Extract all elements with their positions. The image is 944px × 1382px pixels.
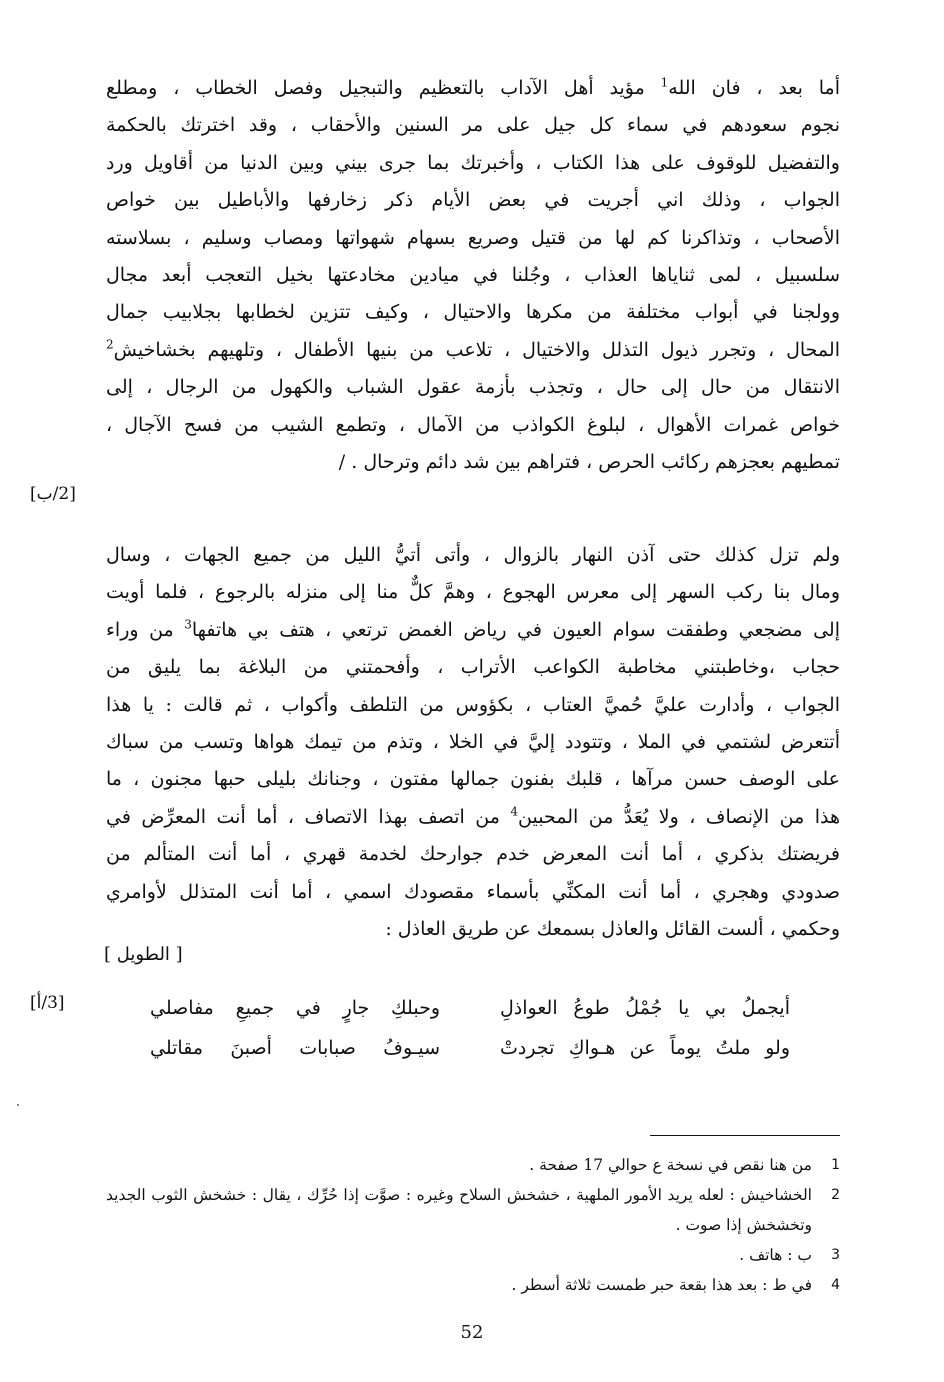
text-line	[106, 761, 840, 798]
text-segment: إلى مضجعي وطفقت سوام العيون في رياض الغمض ترتعي ، هتف بي هاتفها	[191, 618, 840, 641]
text-line	[106, 257, 840, 294]
footnote-text: الخشاخيش : لعله يريد الأمور الملهية ، خشخش السلاح وغيره : صوَّت إذا حُرِّك ، يقال : خشخش الثوب الجديد وتخشخش إذا صوت .	[106, 1186, 812, 1234]
text-line	[106, 836, 840, 873]
text-line	[106, 332, 840, 369]
text-line	[106, 220, 840, 257]
footnote-number: 4	[831, 1277, 840, 1293]
folio-marker-2b: [2/ب]	[30, 484, 76, 504]
text-segment: من وراء	[106, 618, 185, 641]
poem-verse	[150, 1028, 790, 1068]
footnote	[106, 1270, 840, 1300]
text-line	[106, 407, 840, 444]
poem-hemistich-second: وحبلكِ جارٍ في جميعِ مفاصلي	[150, 997, 440, 1019]
poetic-meter-label: [ الطويل ]	[104, 944, 183, 965]
text-segment: أما بعد ، فان الله	[668, 77, 840, 99]
footnote-number: 2	[831, 1187, 840, 1203]
poem-hemistich-second: سيـوفُ صبابات أصبنَ مقاتلي	[150, 1037, 440, 1059]
paragraph-1	[106, 70, 840, 481]
page-number: 52	[460, 1322, 484, 1343]
footnote-text: في ط : بعد هذا بقعة حبر طمست ثلاثة أسطر .	[511, 1276, 812, 1294]
footnote	[106, 1180, 840, 1240]
text-line	[106, 874, 840, 911]
text-segment: سلسبيل ، لمى ثناياها العذاب ، وجُلنا في ميادين مخادعتها بخيل التعجب أبعد مجال	[106, 264, 840, 287]
footnote-text: ب : هاتف .	[739, 1246, 812, 1264]
text-line	[106, 649, 840, 686]
text-segment: ومال بنا ركب السهر إلى معرس الهجوع ، وهمَّ كلٌّ منا إلى منزله بالرجوع ، فلما أويت	[106, 581, 840, 604]
text-segment: الأصحاب ، وتذاكرنا كم لها من قتيل وصريع بسهام شهواتها ومصاب وسليم ، بسلاسته	[106, 226, 840, 249]
footnote-reference[interactable]: 1	[660, 75, 669, 90]
text-line	[106, 70, 840, 107]
text-line	[106, 369, 840, 406]
text-segment: خواص غمرات الأهوال ، لبلوغ الكواذب من الآمال ، وتطمع الشيب من فسح الآجال ،	[106, 413, 840, 436]
text-segment: مؤيد أهل الآداب بالتعظيم والتبجيل وفصل الخطاب ، ومطلع	[106, 77, 661, 99]
footnotes	[106, 1150, 840, 1300]
footnote-reference[interactable]: 4	[510, 804, 519, 819]
poem	[150, 988, 790, 1068]
folio-marker-3a: [3/أ]	[30, 993, 65, 1013]
text-line	[106, 574, 840, 611]
text-line	[106, 724, 840, 761]
poem-hemistich-first: أيجملُ بي يا جُمْلُ طوعُ العواذلِ	[500, 997, 790, 1019]
text-segment: أتتعرض لشتمي في الملا ، وتتودد إليَّ في الخلا ، وتذم من تيمك هواها وتسب من سباك	[106, 731, 840, 754]
text-line	[106, 182, 840, 219]
footnote-reference[interactable]: 2	[106, 337, 114, 352]
footnote-reference[interactable]: 3	[184, 617, 192, 632]
text-segment: وحكمي ، ألست القائل والعاذل بسمعك عن طريق العاذل :	[385, 918, 840, 941]
footnote	[106, 1150, 840, 1180]
poem-verse	[150, 988, 790, 1028]
scan-speck	[17, 1104, 19, 1106]
text-segment: من اتصف بهذا الاتصاف ، أما أنت المعرِّض في	[106, 805, 511, 828]
text-line	[106, 444, 840, 481]
text-segment: تمطيهم بعجزهم ركائب الحرص ، فتراهم بين شد دائم وترحال . /	[338, 451, 840, 474]
text-segment: والتفضيل للوقوف على هذا الكتاب ، وأخبرتك بما جرى بيني وبين الدنيا من أقاويل ورد	[106, 151, 840, 174]
text-segment: فريضتك بذكري ، أما أنت المعرض خدم جوارحك لخدمة قهري ، أما أنت المتألم من	[106, 843, 840, 866]
text-line	[106, 107, 840, 144]
text-line	[106, 612, 840, 649]
text-line	[106, 294, 840, 331]
text-segment: ولم تزل كذلك حتى آذن النهار بالزوال ، وأتى أتيُّ الليل من جميع الجهات ، وسال	[106, 544, 840, 566]
text-segment: حجاب ،وخاطبتني مخاطبة الكواعب الأتراب ، وأفحمتني من البلاغة بما يليق من	[106, 656, 840, 679]
text-segment: على الوصف حسن مرآها ، قلبك بفنون جمالها مفتون ، وجنانك بليلى حبها مجنون ، ما	[106, 768, 840, 791]
text-segment: هذا من الإنصاف ، ولا يُعَدُّ من المحبين	[518, 805, 840, 828]
text-segment: وولجنا في أبواب مختلفة من مكرها والاحتيال ، وكيف تتزين لخطابها بجلابيب جمال	[106, 301, 840, 324]
text-line	[106, 911, 840, 948]
text-line	[106, 537, 840, 574]
text-line	[106, 145, 840, 182]
text-line	[106, 687, 840, 724]
text-segment: نجوم سعودهم في سماء كل جيل على مر السنين والأحقاب ، وقد اخترتك بالحكمة	[106, 114, 840, 137]
text-segment: المحال ، وتجرر ذيول التذلل والاختيال ، تلاعب من بنيها الأطفال ، وتلهيهم بخشاخيش	[113, 338, 840, 361]
footnote-number: 1	[831, 1157, 840, 1173]
text-segment: الجواب ، وذلك اني أجريت في بعض الأيام ذكر زخارفها والأباطيل بين خواص	[106, 189, 840, 212]
text-segment: الجواب ، وأدارت عليَّ حُميَّ العتاب ، بكؤوس من التلطف وأكواب ، ثم قالت : يا هذا	[106, 693, 840, 716]
footnote-number: 3	[831, 1247, 840, 1263]
text-line	[106, 799, 840, 836]
poem-hemistich-first: ولو ملتُ يوماً عن هـواكِ تجردتْ	[500, 1037, 790, 1059]
footnote-divider	[650, 1135, 840, 1136]
paragraph-2	[106, 537, 840, 948]
footnote-text: من هنا نقص في نسخة ع حوالي 17 صفحة .	[529, 1156, 812, 1174]
text-segment: صدودي وهجري ، أما أنت المكنِّي بأسماء مقصودك اسمي ، أما أنت المتذلل لأوامري	[106, 880, 840, 903]
footnote	[106, 1240, 840, 1270]
text-segment: الانتقال من حال إلى حال ، وتجذب بأزمة عقول الشباب والكهول من الرجال ، إلى	[106, 376, 840, 399]
